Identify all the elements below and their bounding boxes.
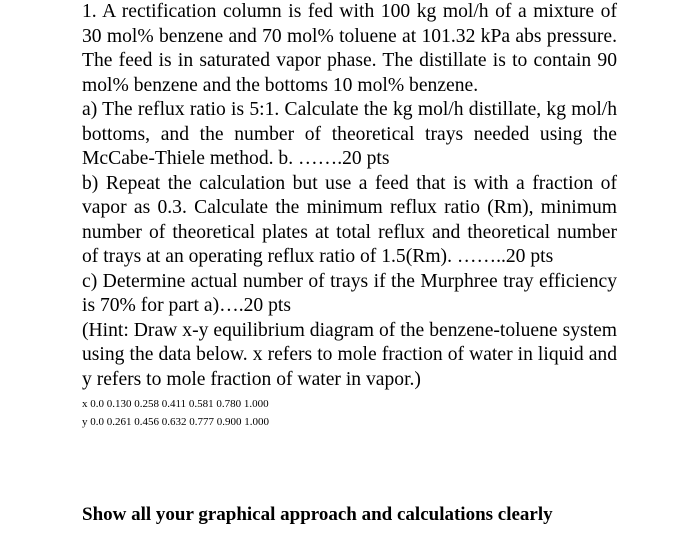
question-text [82, 0, 617, 431]
part-a-text: a) The reflux ratio is 5:1. Calculate the kg mol/h distillate, kg mol/h bottoms, and the number of theoretical trays needed using the McCabe-Thiele method. b. …….20 pts [82, 99, 617, 169]
part-b-text: b) Repeat the calculation but use a feed that is with a fraction of vapor as 0.3. Calculate the minimum reflux ratio (Rm), minimum number of theoretical plates at total reflux and theoretical number of trays at an operating reflux ratio of 1.5(Rm). ……..20 pts [82, 172, 617, 267]
closing-instruction: Show all your graphical approach and calculations clearly [82, 504, 553, 525]
equilibrium-y-row: y 0.0 0.261 0.456 0.632 0.777 0.900 1.000 [82, 416, 269, 428]
part-c-text: c) Determine actual number of trays if the Murphree tray efficiency is 70% for part a)….20 pts [82, 270, 617, 316]
hint-text: (Hint: Draw x-y equilibrium diagram of the benzene-toluene system using the data below. x refers to mole fraction of water in liquid and y refers to mole fraction of water in vapor.) [82, 319, 617, 390]
question-intro: 1. A rectification column is fed with 100 kg mol/h of a mixture of 30 mol% benzene and 70 mol% toluene at 101.32 kPa abs pressure. The feed is in saturated vapor phase. The distillate is to contain 90 mol% benzene and the bottoms 10 mol% benzene. [82, 1, 617, 96]
equilibrium-x-row: x 0.0 0.130 0.258 0.411 0.581 0.780 1.000 [82, 398, 269, 410]
